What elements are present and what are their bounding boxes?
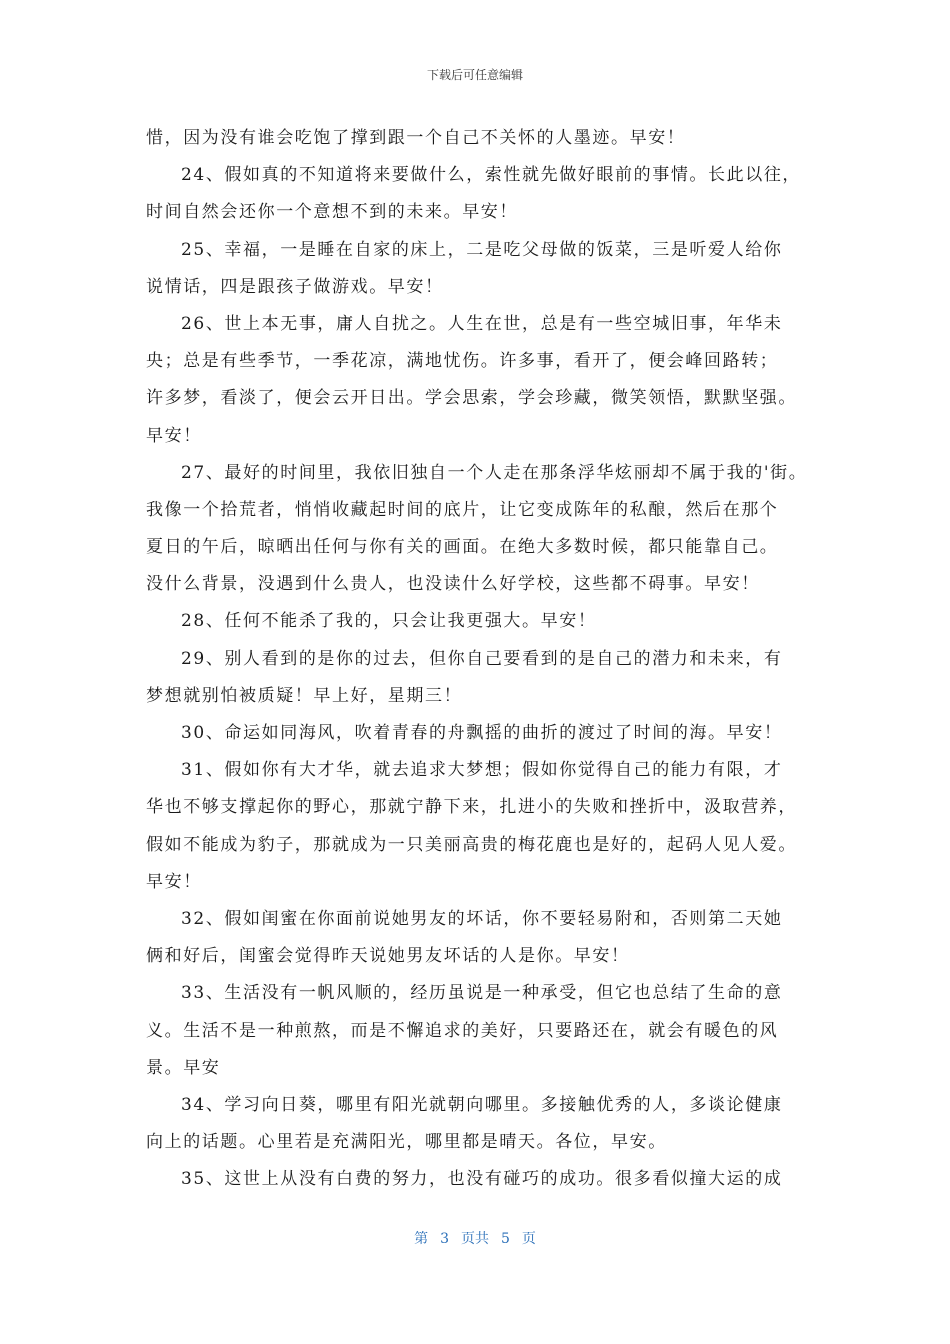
footer-suffix: 页: [521, 1231, 536, 1247]
text-line: 26、世上本无事，庸人自扰之。人生在世，总是有一些空城旧事，年华未: [181, 313, 783, 334]
text-line: 35、这世上从没有白费的努力，也没有碰巧的成功。很多看似撞大运的成: [181, 1169, 783, 1190]
text-line: 我像一个拾荒者，悄悄收藏起时间的底片，让它变成陈年的私酿，然后在那个: [146, 499, 779, 520]
text-line: 义。生活不是一种煎熬，而是不懈追求的美好，只要路还在，就会有暖色的风: [146, 1020, 779, 1041]
text-line: 央；总是有些季节，一季花凉，满地忧伤。许多事，看开了，便会峰回路转；: [146, 351, 779, 372]
text-line: 说情话，四是跟孩子做游戏。早安！: [146, 276, 444, 297]
text-line: 梦想就别怕被质疑！早上好，星期三！: [146, 685, 463, 706]
footer-current-page: 3: [440, 1231, 449, 1247]
text-line: 28、任何不能杀了我的，只会让我更强大。早安！: [181, 611, 597, 632]
text-line: 32、假如闺蜜在你面前说她男友的坏话，你不要轻易附和，否则第二天她: [181, 908, 783, 929]
text-line: 没什么背景，没遇到什么贵人，也没读什么好学校，这些都不碍事。早安！: [146, 574, 760, 595]
text-line: 假如不能成为豹子，那就成为一只美丽高贵的梅花鹿也是好的，起码人见人爱。: [146, 834, 797, 855]
text-line: 29、别人看到的是你的过去，但你自己要看到的是自己的潜力和未来，有: [181, 648, 783, 669]
text-line: 31、假如你有大才华，就去追求大梦想；假如你觉得自己的能力有限，才: [181, 760, 783, 781]
text-line: 30、命运如同海风，吹着青春的舟飘摇的曲折的渡过了时间的海。早安！: [181, 723, 783, 743]
text-line: 34、学习向日葵，哪里有阳光就朝向哪里。多接触优秀的人，多谈论健康: [181, 1094, 783, 1115]
text-line: 向上的话题。心里若是充满阳光，哪里都是晴天。各位，早安。: [146, 1132, 667, 1153]
footer-middle: 页共: [461, 1231, 489, 1247]
text-line: 惜，因为没有谁会吃饱了撑到跟一个自己不关怀的人墨迹。早安！: [146, 128, 686, 148]
text-line: 33、生活没有一帆风顺的，经历虽说是一种承受，但它也总结了生命的意: [181, 983, 783, 1004]
text-line: 俩和好后，闺蜜会觉得昨天说她男友坏话的人是你。早安！: [146, 946, 630, 967]
page-footer: [0, 1228, 950, 1248]
text-line: 25、幸福，一是睡在自家的床上，二是吃父母做的饭菜，三是听爱人给你: [181, 239, 783, 260]
text-line: 24、假如真的不知道将来要做什么，索性就先做好眼前的事情。长此以往，: [181, 165, 802, 186]
body-text: [146, 120, 811, 1198]
text-line: 华也不够支撑起你的野心，那就宁静下来，扎进小的失败和挫折中，汲取营养，: [146, 797, 797, 818]
text-line: 早安！: [146, 425, 202, 446]
text-line: 许多梦，看淡了，便会云开日出。学会思索，学会珍藏，微笑领悟，默默坚强。: [146, 388, 797, 409]
page-header: 下载后可任意编辑: [426, 68, 523, 82]
text-line: 景。早安: [146, 1057, 221, 1078]
footer-prefix: 第: [414, 1231, 429, 1247]
text-line: 27、最好的时间里，我依旧独自一个人走在那条浮华炫丽却不属于我的'街。: [181, 462, 808, 483]
text-line: 早安！: [146, 871, 202, 892]
text-line: 时间自然会还你一个意想不到的未来。早安！: [146, 202, 518, 223]
footer-total-pages: 5: [501, 1231, 510, 1247]
text-line: 夏日的午后，晾晒出任何与你有关的画面。在绝大多数时候，都只能靠自己。: [146, 537, 779, 558]
